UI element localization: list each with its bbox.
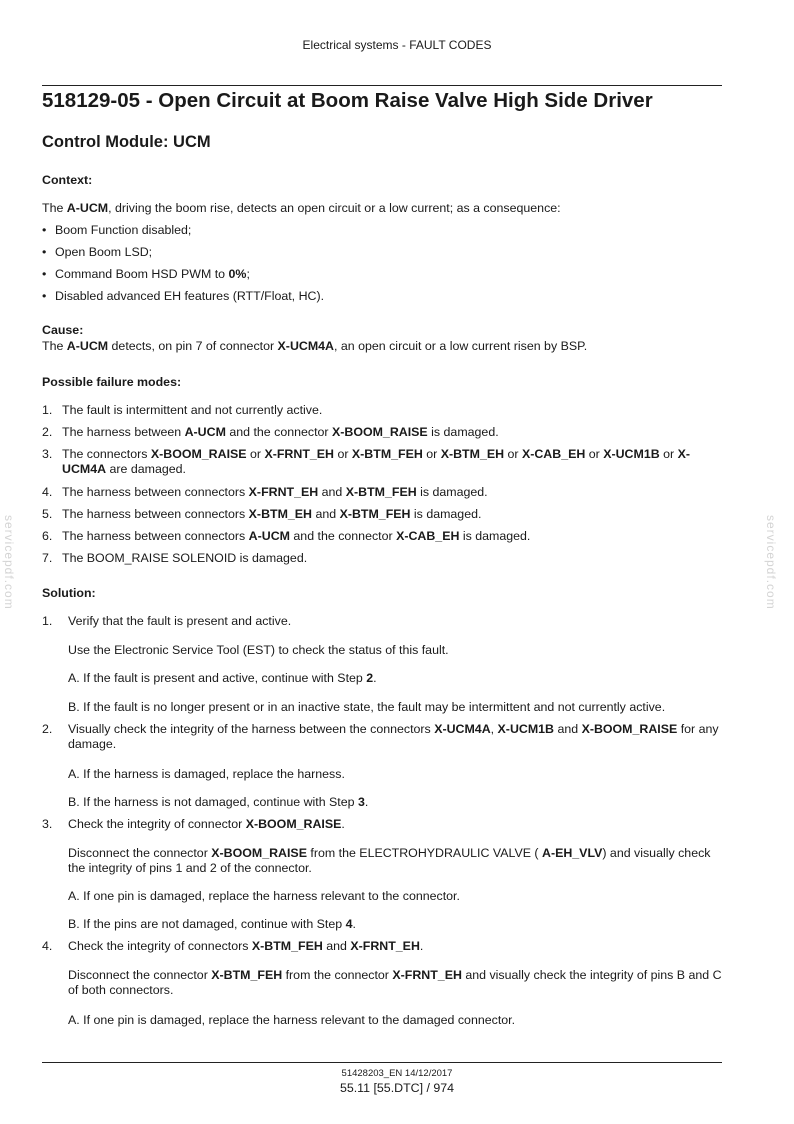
context-bullet: • Open Boom LSD; <box>42 245 153 259</box>
failure-item: 4. The harness between connectors X-FRNT_EH and X-BTM_FEH is damaged. <box>42 485 488 499</box>
section-title: Control Module: UCM <box>42 133 211 151</box>
solution-step-4: 4. Check the integrity of connectors X-BTM_FEH and X-FRNT_EH. <box>42 939 424 953</box>
context-bullet: • Disabled advanced EH features (RTT/Float, HC). <box>42 289 325 303</box>
step-1-option-b: B. If the fault is no longer present or in an inactive state, the fault may be intermittent and not currently active. <box>68 700 666 714</box>
solution-step-1: 1. Verify that the fault is present and active. <box>42 614 292 628</box>
context-bullet: • Command Boom HSD PWM to 0%; <box>42 267 250 281</box>
solution-label: Solution: <box>42 586 96 600</box>
step-3-option-b: B. If the pins are not damaged, continue with Step 4. <box>68 917 356 931</box>
step-3-detail: Disconnect the connector X-BOOM_RAISE from the ELECTROHYDRAULIC VALVE ( A-EH_VLV) and visually check the integrity of pins 1 and 2 of the connector. <box>68 846 711 875</box>
header-rule <box>42 85 722 86</box>
failure-item: 5. The harness between connectors X-BTM_EH and X-BTM_FEH is damaged. <box>42 507 482 521</box>
cause-label: Cause: <box>42 323 84 337</box>
step-2-option-b: B. If the harness is not damaged, continue with Step 3. <box>68 795 369 809</box>
failure-item: 2. The harness between A-UCM and the connector X-BOOM_RAISE is damaged. <box>42 425 499 439</box>
step-3-option-a: A. If one pin is damaged, replace the harness relevant to the connector. <box>68 889 460 903</box>
solution-step-3: 3. Check the integrity of connector X-BOOM_RAISE. <box>42 817 345 831</box>
step-4-option-a: A. If one pin is damaged, replace the harness relevant to the damaged connector. <box>68 1013 516 1027</box>
watermark-left: servicepdf.com <box>2 515 16 610</box>
watermark-right: servicepdf.com <box>764 515 778 610</box>
failure-label: Possible failure modes: <box>42 375 182 389</box>
running-header: Electrical systems - FAULT CODES <box>302 38 492 52</box>
failure-item: 3. The connectors X-BOOM_RAISE or X-FRNT_EH or X-BTM_FEH or X-BTM_EH or X-CAB_EH or X-UCM1B or X-UCM4A are damaged. <box>42 447 690 476</box>
footer-rule <box>42 1062 722 1063</box>
step-1-option-a: A. If the fault is present and active, continue with Step 2. <box>68 671 377 685</box>
context-bullet: • Boom Function disabled; <box>42 223 192 237</box>
page-title: 518129-05 - Open Circuit at Boom Raise Valve High Side Driver <box>42 89 653 112</box>
step-2-option-a: A. If the harness is damaged, replace the harness. <box>68 767 345 781</box>
step-1-detail: Use the Electronic Service Tool (EST) to check the status of this fault. <box>68 643 449 657</box>
failure-item: 7. The BOOM_RAISE SOLENOID is damaged. <box>42 551 308 565</box>
context-intro: The A-UCM, driving the boom rise, detects an open circuit or a low current; as a consequence: <box>42 201 561 215</box>
page-number: 55.11 [55.DTC] / 974 <box>339 1081 455 1095</box>
solution-step-2: 2. Visually check the integrity of the harness between the connectors X-UCM4A, X-UCM1B and X-BOOM_RAISE for any damage. <box>42 722 719 751</box>
failure-item: 1. The fault is intermittent and not currently active. <box>42 403 323 417</box>
context-label: Context: <box>42 173 93 187</box>
document-code: 51428203_EN 14/12/2017 <box>341 1068 453 1079</box>
cause-text: The A-UCM detects, on pin 7 of connector X-UCM4A, an open circuit or a low current risen by BSP. <box>42 339 588 353</box>
step-4-detail: Disconnect the connector X-BTM_FEH from the connector X-FRNT_EH and visually check the integrity of pins B and C of both connectors. <box>68 968 722 997</box>
failure-item: 6. The harness between connectors A-UCM and the connector X-CAB_EH is damaged. <box>42 529 531 543</box>
